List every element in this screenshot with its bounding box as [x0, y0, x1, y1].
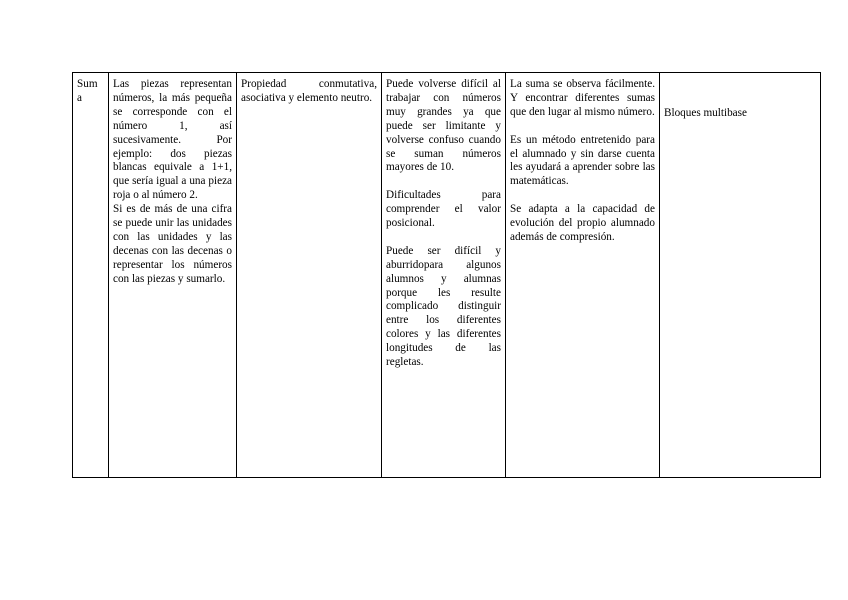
operation-label: Sum a: [77, 78, 98, 104]
properties-text: Propiedad conmutativa, asociativa y elemento neutro.: [241, 78, 377, 104]
difficulties-paragraph: Puede volverse difícil al trabajar con números muy grandes ya que puede ser limitante y volverse confuso cuando se suman números mayores de 10.: [386, 78, 501, 174]
advantages-cell: [506, 73, 660, 478]
advantages-paragraph: Es un método entretenido para el alumnado y sin darse cuenta les ayudará a aprender sobre las matemáticas.: [510, 133, 655, 188]
difficulties-cell: [382, 73, 506, 478]
content-table: [72, 72, 821, 478]
representation-cell: [109, 73, 237, 478]
advantages-paragraph: Se adapta a la capacidad de evolución del propio alumnado además de compresión.: [510, 203, 655, 243]
properties-cell: [237, 73, 382, 478]
table-row: [73, 73, 821, 478]
material-label: Bloques multibase: [664, 107, 747, 119]
difficulties-paragraph: Dificultades para comprender el valor posicional.: [386, 189, 501, 230]
operation-cell: [73, 73, 109, 478]
representation-paragraph: Las piezas representan números, la más pequeña se corresponde con el número 1, así sucesivamente. Por ejemplo: dos piezas blancas equivale a 1+1, que sería igual a una pieza roja o al número 2.: [113, 78, 232, 202]
advantages-paragraph: La suma se observa fácilmente. Y encontrar diferentes sumas que den lugar al mismo número.: [510, 78, 655, 118]
representation-paragraph: Si es de más de una cifra se puede unir las unidades con las unidades y las decenas con las decenas o representar los números con las piezas y sumarlo.: [113, 203, 232, 285]
difficulties-paragraph: Puede ser difícil y aburridopara algunos alumnos y alumnas porque les resulte complicado distinguir entre los diferentes colores y las diferentes longitudes de las regletas.: [386, 244, 501, 369]
material-cell: [660, 73, 821, 478]
